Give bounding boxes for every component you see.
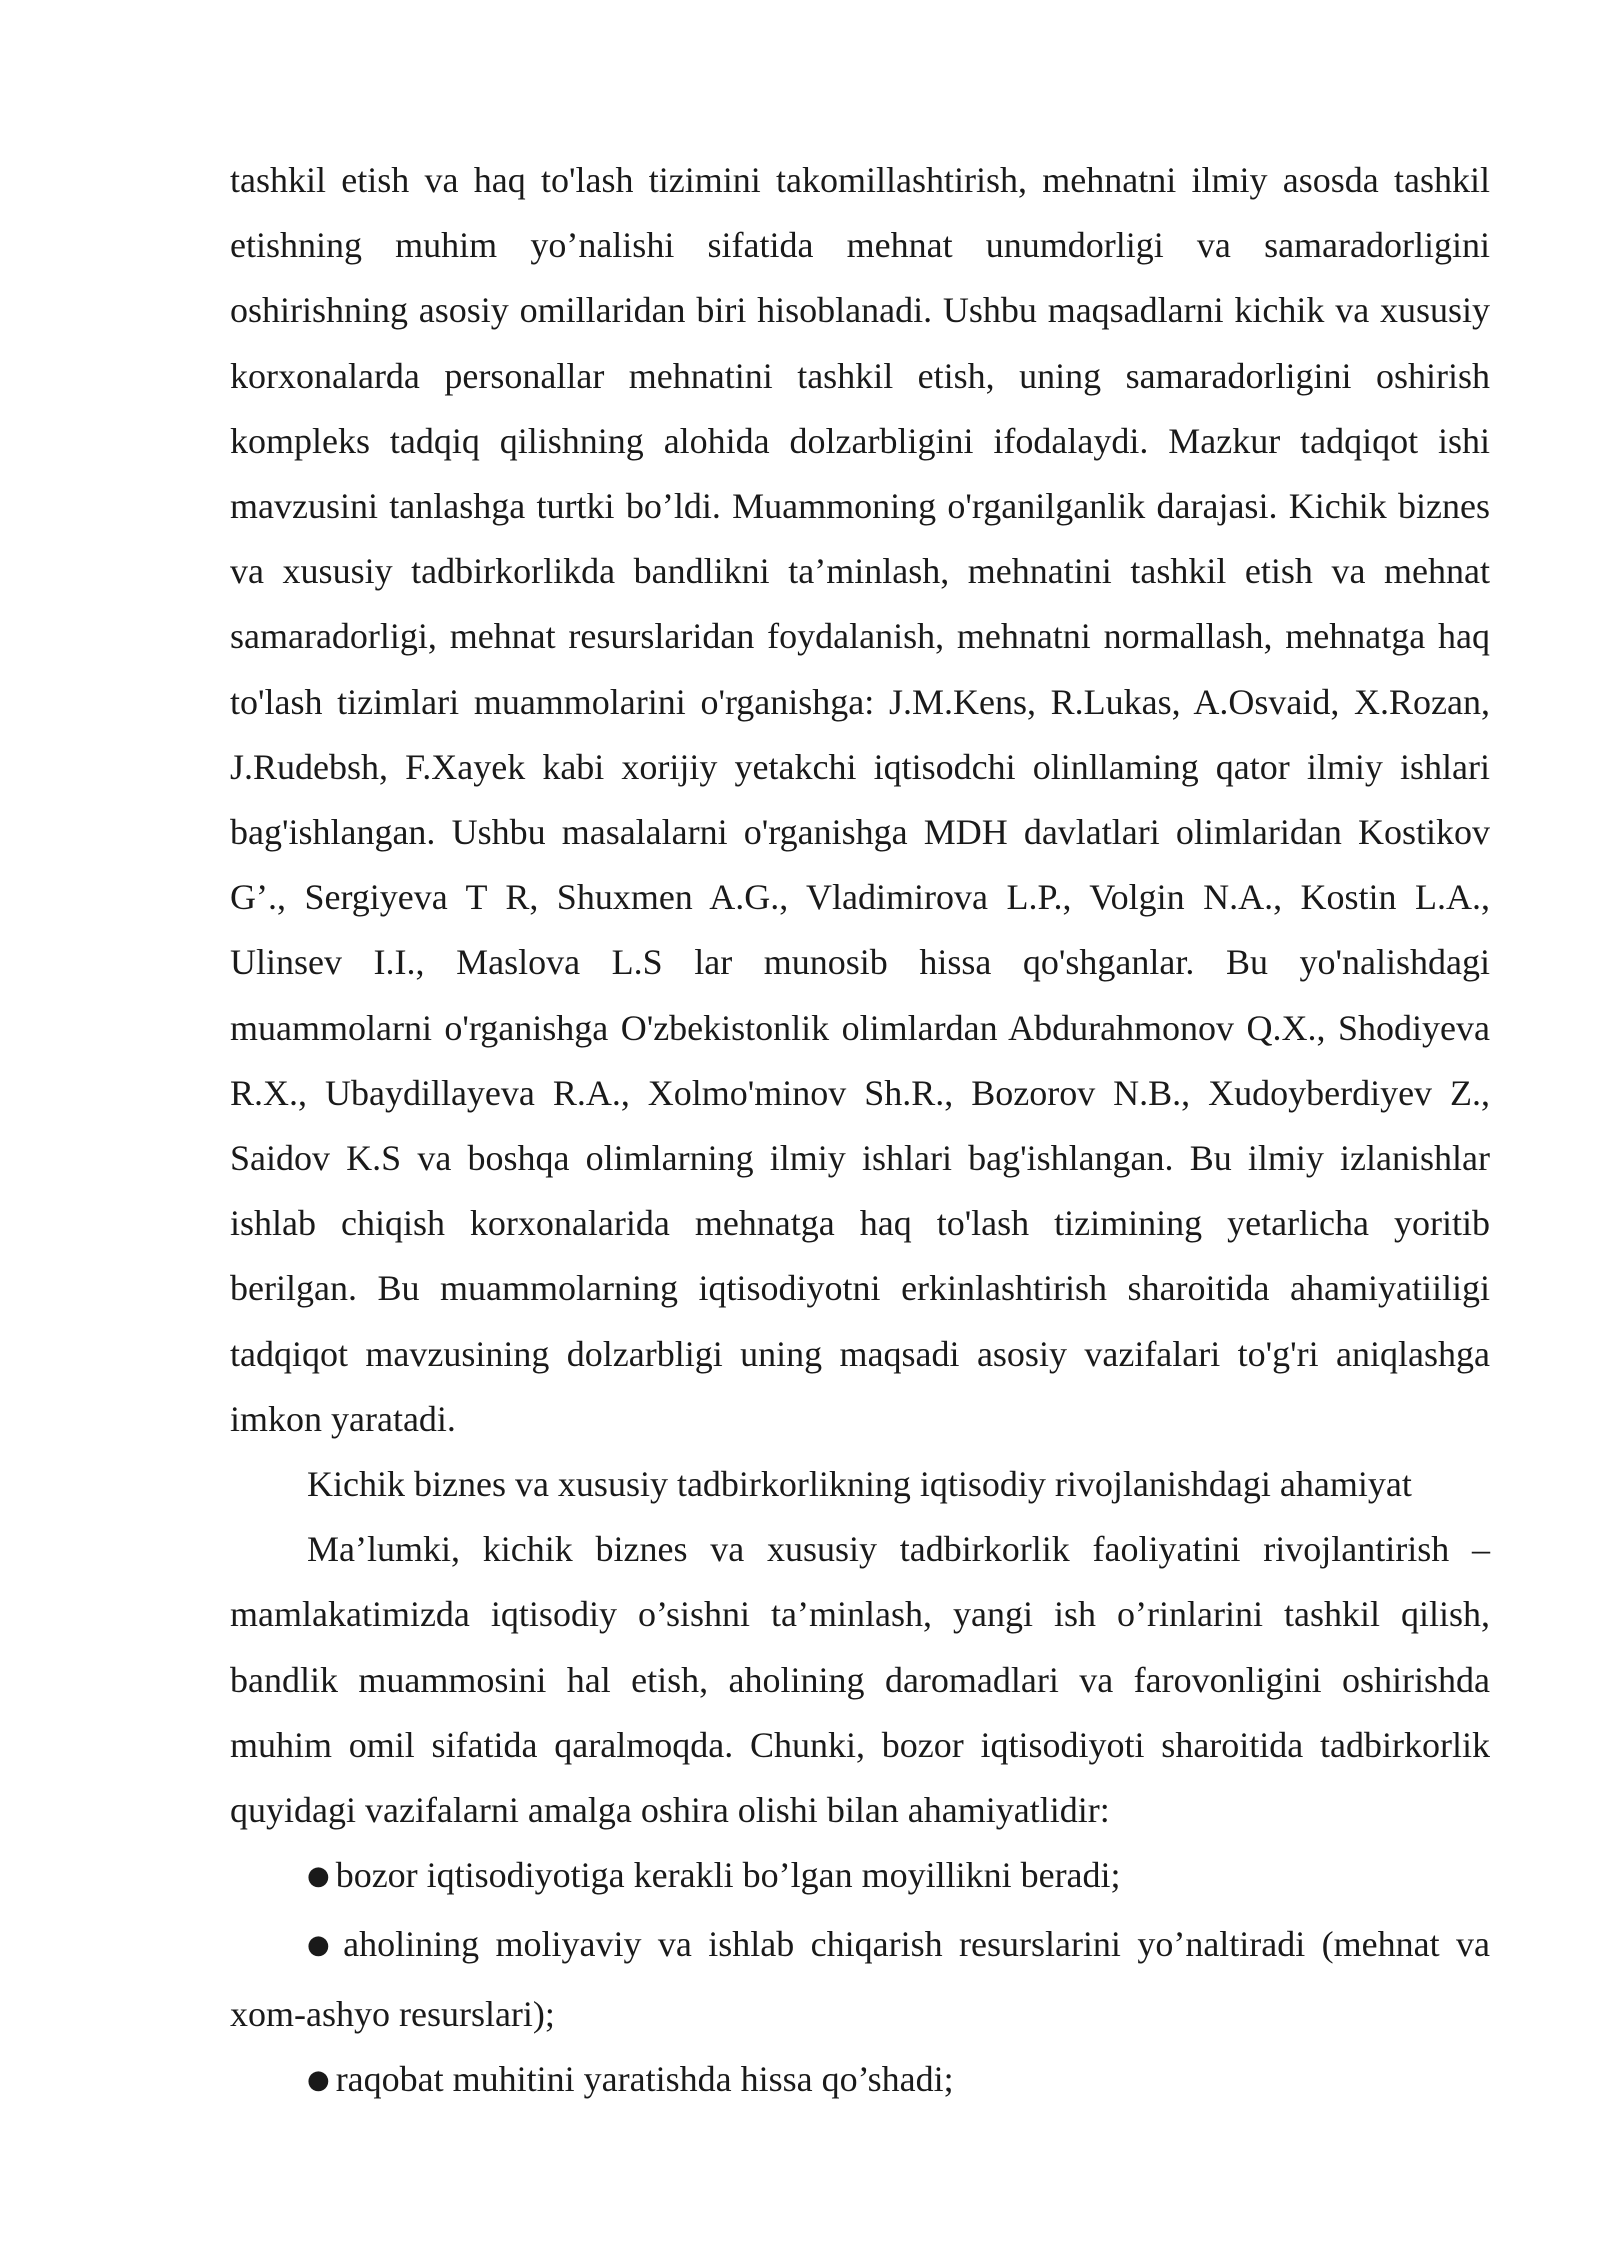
section-heading: Kichik biznes va xususiy tadbirkorlikning iqtisodiy rivojlanishdagi ahamiyat (307, 1464, 1412, 1505)
bullet-text: bozor iqtisodiyotiga kerakli bo’lgan moyillikni beradi; (335, 1855, 1121, 1896)
document-body (230, 148, 1490, 2116)
body-paragraph: Ma’lumki, kichik biznes va xususiy tadbirkorlik faoliyatini rivojlantirish – mamlakatimizda iqtisodiy o’sishni ta’minlash, yangi ish o’rinlarini tashkil qilish, bandlik muammosini hal etish, aholining daromadlari va farovonligini oshirishda muhim omil sifatida qaralmoqda. Chunki, bozor iqtisodiyoti sharoitida tadbirkorlik quyidagi vazifalarni amalga oshira olishi bilan ahamiyatlidir: (230, 1529, 1490, 1831)
intro-paragraph: tashkil etish va haq to'lash tizimini takomillashtirish, mehnatni ilmiy asosda tashkil etishning muhim yo’nalishi sifatida mehnat unumdorligi va samaradorligini oshirishning asosiy omillaridan biri hisoblanadi. Ushbu maqsadlarni kichik va xususiy korxonalarda personallar mehnatini tashkil etish, uning samaradorligini oshirish kompleks tadqiq qilishning alohida dolzarbligini ifodalaydi. Mazkur tadqiqot ishi mavzusini tanlashga turtki bo’ldi. Muammoning o'rganilganlik darajasi. Kichik biznes va xususiy tadbirkorlikda bandlikni ta’minlash, mehnatini tashkil etish va mehnat samaradorligi, mehnat resurslaridan foydalanish, mehnatni normallash, mehnatga haq to'lash tizimlari muammolarini o'rganishga: J.M.Kens, R.Lukas, A.Osvaid, X.Rozan, J.Rudebsh, F.Xayek kabi xorijiy yetakchi iqtisodchi olinllaming qator ilmiy ishlari bag'ishlangan. Ushbu masalalarni o'rganishga MDH davlatlari olimlaridan Kostikov G’., Sergiyeva T R, Shuxmen A.G., Vladimirova L.P., Volgin N.A., Kostin L.A., Ulinsev I.I., Maslova L.S lar munosib hissa qo'shganlar. Bu yo'nalishdagi muammolarni o'rganishga O'zbekistonlik olimlardan Abdurahmonov Q.X., Shodiyeva R.X., Ubaydillayeva R.A., Xolmo'minov Sh.R., Bozorov N.B., Xudoyberdiyev Z., Saidov K.S va boshqa olimlarning ilmiy ishlari bag'ishlangan. Bu ilmiy izlanishlar ishlab chiqish korxonalarida mehnatga haq to'lash tizimining yetarlicha yoritib berilgan. Bu muammolarning iqtisodiyotni erkinlashtirish sharoitida ahamiyatiiligi tadqiqot mavzusining dolzarbligi uning maqsadi asosiy vazifalari to'g'ri aniqlashga imkon yaratadi. (230, 160, 1490, 1439)
bullet-item-1 (230, 1843, 1490, 1912)
bullet-icon: ● (307, 1930, 338, 1961)
bullet-icon: ● (307, 1861, 330, 1892)
bullet-icon: ● (307, 2064, 330, 2095)
bullet-text: raqobat muhitini yaratishda hissa qo’shadi; (335, 2058, 954, 2099)
bullet-text: aholining moliyaviy va ishlab chiqarish resurslarini yo’naltiradi (mehnat va xom-ashyo resurslari); (230, 1924, 1491, 2034)
bullet-item-3 (230, 2047, 1490, 2116)
bullet-item-2 (230, 1912, 1490, 2046)
